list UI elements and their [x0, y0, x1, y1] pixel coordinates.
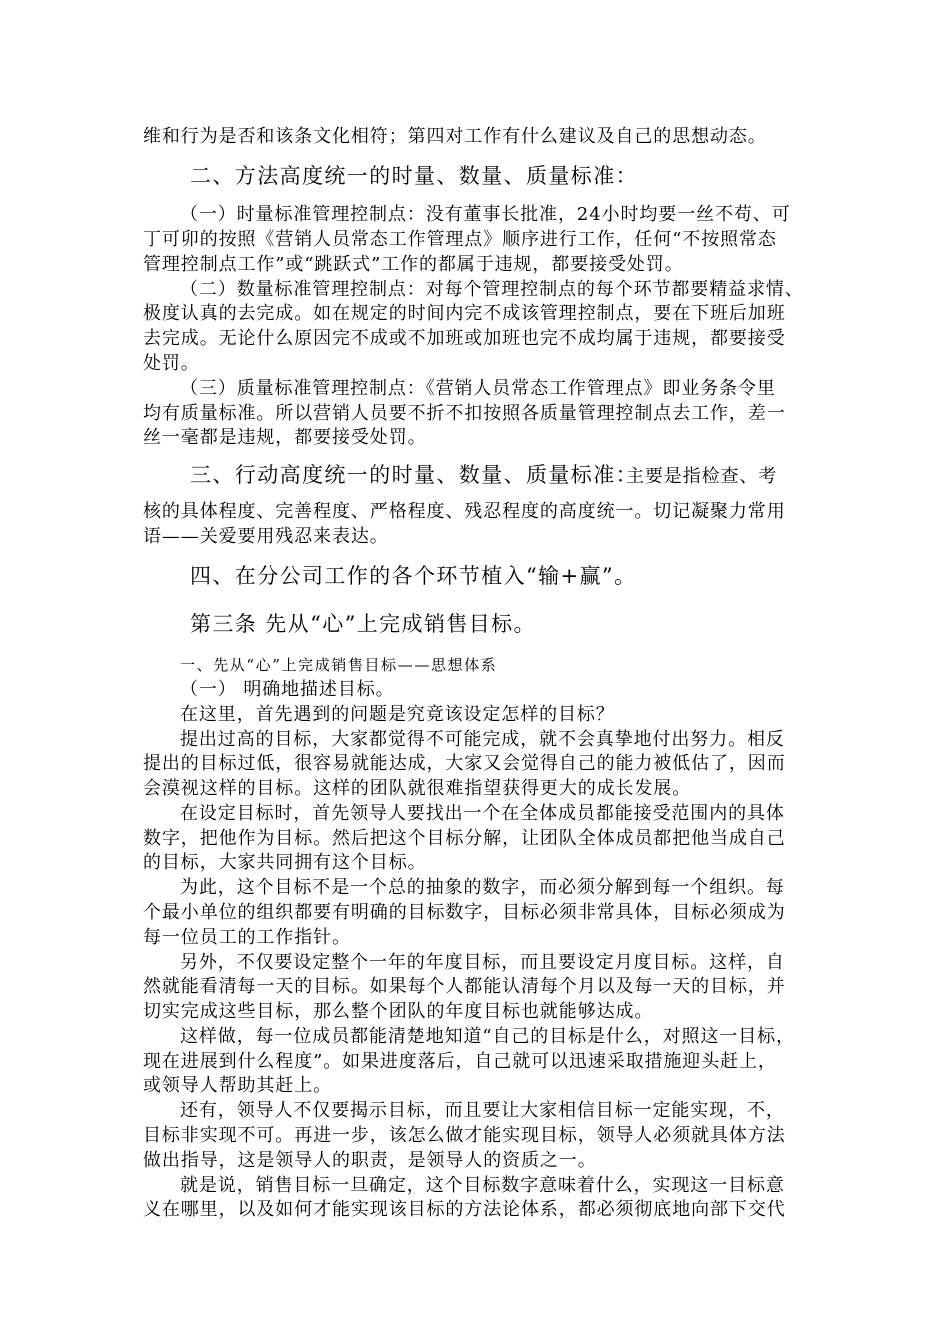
- paragraph-line: 这样做，每一位成员都能清楚地知道“自己的目标是什么，对照这一目标，: [180, 1026, 795, 1047]
- paragraph-line: 个最小单位的组织都要有明确的目标数字，目标必须非常具体，目标必须成为: [143, 902, 786, 923]
- paragraph-line: （二）数量标准管理控制点：对每个管理控制点的每个环节都要精益求情、: [180, 279, 804, 300]
- paragraph-line: 会漠视这样的目标。这样的团队就很难指望获得更大的成长发展。: [143, 778, 692, 799]
- paragraph-line: 义在哪里，以及如何才能实现该目标的方法论体系，都必须彻底地向部下交代: [143, 1199, 786, 1220]
- paragraph-line: 切实完成这些目标，那么整个团队的年度目标也就能够达成。: [143, 1001, 654, 1022]
- paragraph-line: 或领导人帮助其赶上。: [143, 1075, 332, 1096]
- paragraph-line: 丝一毫都是违规，都要接受处罚。: [143, 427, 427, 448]
- section-heading: 二、方法高度统一的时量、数量、质量标准：: [190, 164, 638, 188]
- paragraph-line: 在设定目标时，首先领导人要找出一个在全体成员都能接受范围内的具体: [180, 803, 785, 824]
- paragraph-line: 的目标，大家共同拥有这个目标。: [143, 852, 427, 873]
- article-heading: 第三条 先从“心”上完成销售目标。: [190, 612, 536, 636]
- paragraph-line: 为此，这个目标不是一个总的抽象的数字，而必须分解到每一个组织。每: [180, 877, 785, 898]
- paragraph-line: 每一位员工的工作指针。: [143, 927, 351, 948]
- paragraph-line: 主要是指检查、考: [626, 466, 778, 487]
- paragraph-line: 另外，不仅要设定整个一年的年度目标，而且要设定月度目标。这样，自: [180, 952, 785, 973]
- section-heading: 三、行动高度统一的时量、数量、质量标准：: [190, 463, 638, 487]
- paragraph-line: 然就能看清每一天的目标。如果每个人都能认清每个月以及每一天的目标，并: [143, 976, 786, 997]
- paragraph-line: 均有质量标准。所以营销人员要不折不扣按照各质量管理控制点去工作，差一: [143, 403, 786, 424]
- paragraph-line: 维和行为是否和该条文化相符；第四对工作有什么建议及自己的思想动态。: [143, 126, 767, 147]
- paragraph-line: （一）时量标准管理控制点：没有董事长批准，24小时均要一丝不苟、可: [180, 204, 791, 225]
- paragraph-line: 丁可卯的按照《营销人员常态工作管理点》顺序进行工作，任何“不按照常态: [143, 229, 777, 250]
- paragraph-line: 在这里，首先遇到的问题是究竟该设定怎样的目标？: [180, 704, 615, 725]
- paragraph-line: 目标非实现不可。再进一步，该怎么做才能实现目标，领导人必须就具体方法: [143, 1125, 786, 1146]
- paragraph-line: 极度认真的去完成。如在规定的时间内完不成该管理控制点，要在下班后加班: [143, 303, 786, 324]
- paragraph-line: 还有，领导人不仅要揭示目标，而且要让大家相信目标一定能实现，不，: [180, 1100, 785, 1121]
- paragraph-line: 现在进展到什么程度”。如果进度落后，自己就可以迅速采取措施迎头赶上，: [143, 1051, 777, 1072]
- paragraph-line: （一） 明确地描述目标。: [180, 679, 395, 700]
- paragraph-line: 提出过高的目标，大家都觉得不可能完成，就不会真挚地付出努力。相反: [180, 729, 785, 750]
- section-heading: 四、在分公司工作的各个环节植入“输+赢”。: [190, 564, 637, 588]
- paragraph-line: 核的具体程度、完善程度、严格程度、残忍程度的高度统一。切记凝聚力常用: [143, 501, 786, 522]
- paragraph-line: 就是说，销售目标一旦确定，这个目标数字意味着什么，实现这一目标意: [180, 1175, 785, 1196]
- paragraph-line: 去完成。无论什么原因完不成或不加班或加班也完不成均属于违规，都要接受: [143, 328, 786, 349]
- subsection-heading: 一、先从“心”上完成销售目标——思想体系: [180, 656, 498, 674]
- paragraph-line: 做出指导，这是领导人的职责，是领导人的资质之一。: [143, 1150, 597, 1171]
- paragraph-line: 语——关爱要用残忍来表达。: [143, 526, 389, 547]
- paragraph-line: 提出的目标过低，很容易就能达成，大家又会觉得自己的能力被低估了，因而: [143, 753, 786, 774]
- paragraph-line: （三）质量标准管理控制点：《营销人员常态工作管理点》即业务条令里: [180, 378, 776, 399]
- paragraph-line: 处罚。: [143, 353, 200, 374]
- paragraph-line: 数字，把他作为目标。然后把这个目标分解，让团队全体成员都把他当成自己: [143, 828, 786, 849]
- paragraph-line: 管理控制点工作”或“跳跃式”工作的都属于违规，都要接受处罚。: [143, 254, 684, 275]
